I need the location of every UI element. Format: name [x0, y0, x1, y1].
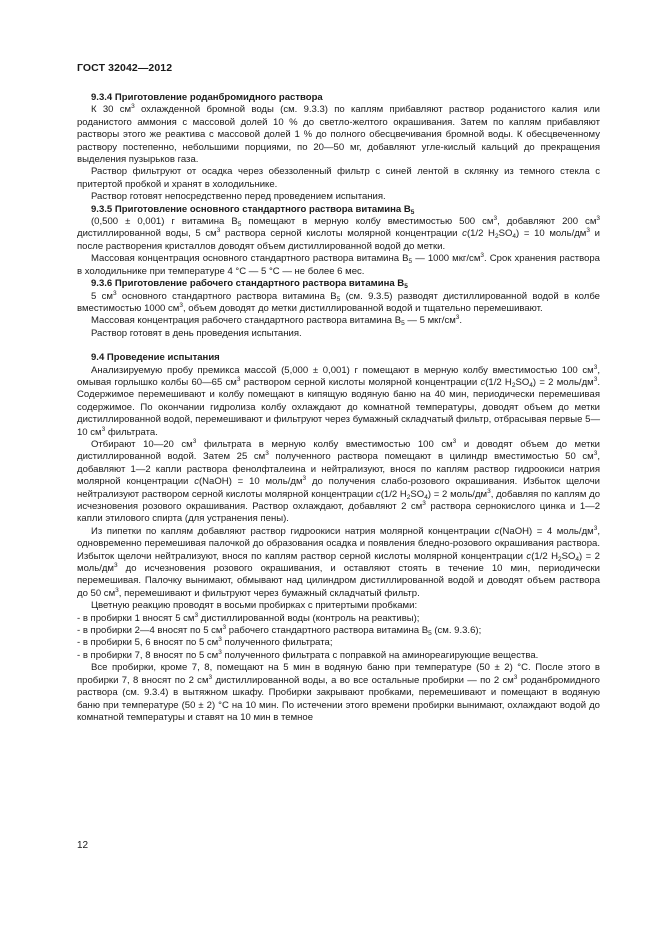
- list-item: - в пробирки 7, 8 вносят по 5 $см^3$ полученного фильтрата с поправкой на аминореагирующие вещества.: [77, 648, 539, 661]
- document-header: ГОСТ 32042—2012: [77, 62, 173, 74]
- paragraph: Раствор готовят непосредственно перед проведением испытания.: [91, 191, 386, 203]
- paragraph: К 30 $см^3$ охлажденной бромной воды (см. 9.3.3) по каплям прибавляют раствор роданистого калия или роданистого аммония с массовой долей 10 % до светло-желтого окрашивания. Затем по каплям прибавляют растворы этого же реактива с массовой долей 1 % до полного обесцвечивания бромной воды. К обесцвеченному раствору постепенно, небольшими порциями, по 20—50 мг, добавляют угле-кислый кальций до прекращения выделения пузырьков газа.: [77, 103, 600, 166]
- paragraph: Анализируемую пробу премикса массой (5,000 ± 0,001) г помещают в мерную колбу вместимостью 100 $см^3$, омывая горлышко колбы 60—65 $см^3$ раствором серной кислоты молярной концентрации c(1/2 $H_2SO_4) = 2$ моль/$дм^3$. Содержимое перемешивают и колбу помещают в кипящую водяную баню на 40 мин, периодически перемешивая содержимое. По окончании гидролиза колбу охлаждают до комнатной температуры, доводят объем до метки дистиллированной водой, перемешивают и фильтруют через бумажный складчатый фильтр, отбрасывая первые 5—10 $см^3$ фильтрата.: [77, 363, 600, 438]
- section-heading-9-4: 9.4 Проведение испытания: [91, 352, 220, 364]
- paragraph: (0,500 ± 0,001) г витамина $B_5$ помещают в мерную колбу вместимостью 500 $см^3$, добавляют 200 $см^3$ дистиллированной воды, 5 $см^3$ раствора серной кислоты молярной концентрации c(1/2 $H_2SO_4) = 10$ моль/$дм^3$ и после растворения кристаллов доводят объем дистиллированной водой до метки.: [77, 215, 601, 252]
- section-heading-9-3-4: 9.3.4 Приготовление роданбромидного раствора: [91, 92, 323, 103]
- paragraph: 5 $см^3$ основного стандартного раствора витамина $B_5$ (см. 9.3.5) разводят дистиллированной водой в колбе вместимостью 1000 $см^3$, объем доводят до метки дистиллированной водой и тщательно перемешивают.: [77, 289, 600, 314]
- page-number: 12: [77, 840, 89, 851]
- document-body: [77, 92, 600, 724]
- paragraph: Массовая концентрация рабочего стандартного раствора витамина $B_5$ — 5 мкг/$см^3$.: [91, 314, 463, 328]
- paragraph: Массовая концентрация основного стандартного раствора витамина $B_5$ — 1000 мкг/$см^3$. Срок хранения раствора в холодильнике при температуре 4 °С — 5 °С — не более 6 мес.: [77, 252, 600, 277]
- section-heading-9-3-6: 9.3.6 Приготовление рабочего стандартного раствора витамина $B_5$: [91, 278, 408, 291]
- paragraph: Цветную реакцию проводят в восьми пробирках с притертыми пробками:: [91, 600, 418, 612]
- paragraph: Отбирают 10—20 $см^3$ фильтрата в мерную колбу вместимостью 100 $см^3$ и доводят объем до метки дистиллированной водой. Затем 25 $см^3$ полученного раствора помещают в цилиндр вместимостью 50 $см^3$, добавляют 1—2 капли раствора фенолфталеина и нейтрализуют, внося по каплям раствор гидроокиси натрия молярной концентрации c(NaOH) = 10 моль/$дм^3$ до получения слабо-розового окрашивания. Избыток щелочи нейтрализуют раствором серной кислоты молярной концентрации c(1/2 $H_2SO_4) = 2$ моль/$дм^3$, добавляя по каплям до исчезновения розового окрашивания. Раствор охлаждают, добавляют 2 $см^3$ раствора сернокислого цинка и 1—2 капли этилового спирта (для устранения пены).: [77, 437, 601, 525]
- paragraph: Раствор фильтруют от осадка через обеззоленный фильтр с синей лентой в склянку из темного стекла с притертой пробкой и хранят в холодильнике.: [77, 166, 600, 190]
- list-item: - в пробирки 1 вносят 5 $см^3$ дистиллированной воды (контроль на реактивы);: [77, 611, 420, 624]
- paragraph: Раствор готовят в день проведения испытания.: [91, 327, 302, 339]
- list-item: - в пробирки 2—4 вносят по 5 $см^3$ рабочего стандартного раствора витамина $B_5$ (см. 9.3.6);: [77, 624, 482, 638]
- paragraph: Все пробирки, кроме 7, 8, помещают на 5 мин в водяную баню при температуре (50 ± 2) °С. После этого в пробирки 7, 8 вносят по 2 $см^3$ дистиллированной воды, а во все остальные пробирки — по 2 $см^3$ роданбромидного раствора (см. 9.3.4) в вытяжном шкафу. Пробирки закрывают пробками, перемешивают и помещают в водяную баню при температуре (50 ± 2) °С на 10 мин. По истечении этого времени пробирки вынимают, охлаждают водой до комнатной температуры и ставят на 10 мин в темное: [77, 662, 600, 723]
- paragraph: Из пипетки по каплям добавляют раствор гидроокиси натрия молярной концентрации c(NaOH) = 4 моль/$дм^3$, одновременно перемешивая палочкой до образования осадка и появления бледно-розового окрашивания раствора. Избыток щелочи нейтрализуют, внося по каплям раствор серной кислоты молярной концентрации c(1/2 $H_2SO_4) = 2$ моль/$дм^3$ до исчезновения розового окрашивания, и оставляют стоять в течение 10 мин, периодически перемешивая. Палочку вынимают, обмывают над цилиндром дистиллированной водой и доводят объем раствора до 50 $см^3$, перемешивают и фильтруют через бумажный складчатый фильтр.: [77, 524, 600, 599]
- section-heading-9-3-5: 9.3.5 Приготовление основного стандартного раствора витамина $B_5$: [91, 203, 415, 216]
- list-item: - в пробирки 5, 6 вносят по 5 $см^3$ полученного фильтрата;: [77, 636, 333, 649]
